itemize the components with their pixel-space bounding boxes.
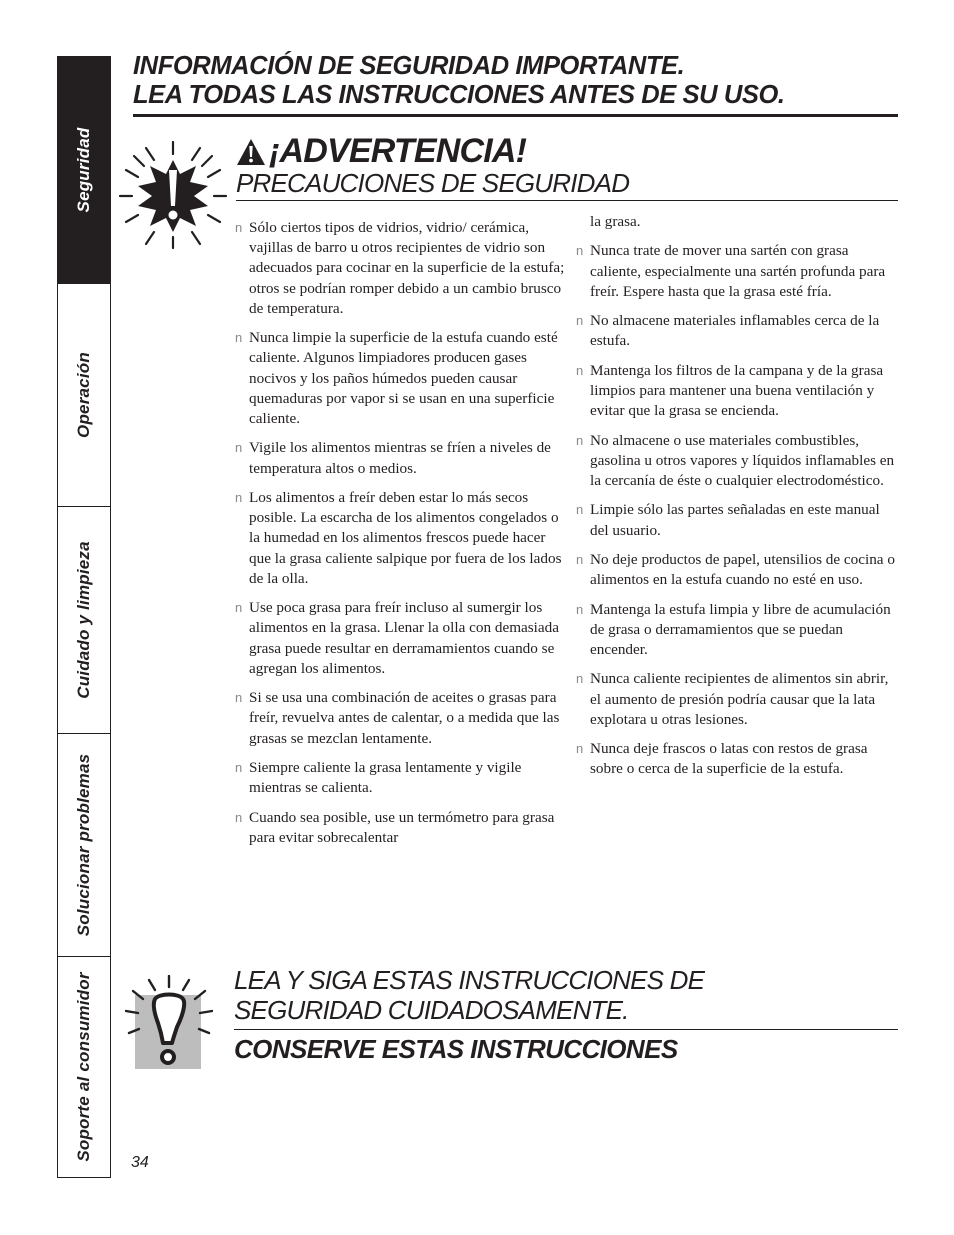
tab-label: Cuidado y limpieza	[74, 541, 93, 699]
warning-divider	[236, 200, 898, 201]
tab-label: Seguridad	[74, 127, 93, 213]
list-item: n Mantenga los filtros de la campana y de la grasa limpios para mantener una buena ventilación y evitar que la grasa se encienda.	[576, 361, 884, 420]
header-line-1: INFORMACIÓN DE SEGURIDAD IMPORTANTE.	[133, 52, 685, 80]
list-item: n Si se usa una combinación de aceites o grasas para freír, revuelva antes de calentar, o a medida que las grasas se mezclan lentamente.	[235, 689, 560, 747]
list-item: n Nunca caliente recipientes de alimentos sin abrir, el aumento de presión podría causar que la lata explotara u otras lesiones.	[576, 670, 889, 728]
reminder-line-2: SEGURIDAD CUIDADOSAMENTE.	[234, 995, 629, 1025]
list-item: n Limpie sólo las partes señaladas en este manual del usuario.	[576, 501, 880, 539]
right-column	[576, 212, 901, 789]
list-item: n Sólo ciertos tipos de vidrios, vidrio/ cerámica, vajillas de barro u otros recipientes de vidrio son adecuados para cocinar en la superficie de la estufa; otros se podrían romper debido a un cambio brusco de temperatura.	[235, 219, 565, 317]
list-item: n Mantenga la estufa limpia y libre de acumulación de grasa o derramamientos que se puedan encender.	[576, 600, 891, 658]
tab-label: Solucionar problemas	[74, 753, 93, 937]
warning-subtitle: PRECAUCIONES DE SEGURIDAD	[236, 168, 630, 198]
list-item: n Los alimentos a freír deben estar lo más secos posible. La escarcha de los alimentos congelados o la humedad en los alimentos frescos puede hacer que la grasa caliente salpique por fuera de los lados de la olla.	[235, 489, 562, 587]
warning-triangle-icon	[236, 138, 266, 166]
header-divider	[133, 114, 898, 117]
list-item: n Vigile los alimentos mientras se fríen a niveles de temperatura altos o medios.	[235, 439, 551, 477]
list-item: n Cuando sea posible, use un termómetro para grasa para evitar sobrecalentar	[235, 808, 555, 846]
tab-solucionar-problemas[interactable]	[58, 734, 110, 957]
tab-label: Operación	[74, 352, 93, 438]
list-item: n No almacene materiales inflamables cerca de la estufa.	[576, 312, 880, 350]
reminder-line-1: LEA Y SIGA ESTAS INSTRUCCIONES DE	[234, 965, 705, 995]
list-item: n Use poca grasa para freír incluso al sumergir los alimentos en la grasa. Llenar la olla con demasiada grasa puede resultar en derramamientos cuando se agregan los alimentos.	[235, 599, 559, 677]
tab-seguridad[interactable]	[58, 57, 110, 284]
list-item: n No deje productos de papel, utensilios de cocina o alimentos en la estufa cuando no esté en uso.	[576, 550, 895, 589]
list-item: n Nunca trate de mover una sartén con grasa caliente, especialmente una sartén profunda para freír. Espere hasta que la grasa esté fría.	[576, 242, 886, 300]
warning-title-text: ¡ADVERTENCIA!	[269, 132, 527, 170]
conserve-instructions: CONSERVE ESTAS INSTRUCCIONES	[234, 1034, 678, 1064]
warning-title	[236, 132, 526, 171]
list-item: n Nunca limpie la superficie de la estufa cuando esté caliente. Algunos limpiadores producen gases nocivos y los paños húmedos pueden causar quemaduras por vapor si se usan en una superficie caliente.	[235, 329, 558, 428]
tab-cuidado-limpieza[interactable]	[58, 507, 110, 734]
caution-exclamation-icon	[125, 975, 213, 1073]
list-item-continuation: la grasa.	[590, 213, 641, 230]
tab-label: Soporte al consumidor	[74, 972, 93, 1162]
instructions-reminder	[234, 965, 704, 1025]
list-item: n Nunca deje frascos o latas con restos de grasa sobre o cerca de la superficie de la estufa.	[576, 740, 868, 778]
reminder-divider	[234, 1029, 898, 1030]
exclamation-burst-icon	[118, 140, 228, 250]
left-column	[235, 218, 565, 857]
tab-operacion[interactable]	[58, 284, 110, 507]
section-tabs	[57, 56, 111, 1178]
tab-soporte-consumidor[interactable]	[58, 957, 110, 1177]
list-item: n Siempre caliente la grasa lentamente y vigile mientras se calienta.	[235, 759, 522, 797]
page-number: 34	[131, 1154, 149, 1171]
list-item: n No almacene o use materiales combustibles, gasolina u otros vapores y líquidos inflamables en la cercanía de éste o cualquier electrodoméstico.	[576, 431, 895, 489]
header-line-2: LEA TODAS LAS INSTRUCCIONES ANTES DE SU USO.	[133, 81, 785, 109]
page-header	[133, 52, 898, 110]
